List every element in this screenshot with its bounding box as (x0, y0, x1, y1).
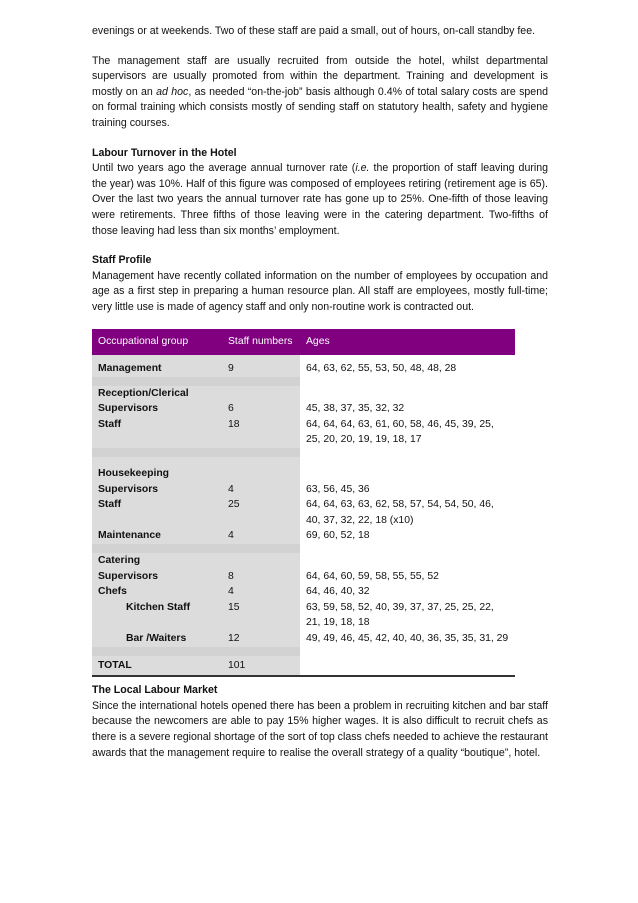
row-label: Management (92, 355, 222, 377)
row-label: Chefs (92, 584, 222, 600)
table-row (92, 401, 515, 417)
table-row (92, 497, 515, 528)
row-ages: 69, 60, 52, 18 (300, 528, 515, 544)
row-count: 9 (222, 355, 300, 377)
row-label: Supervisors (92, 482, 222, 498)
group-label: Housekeeping (92, 466, 222, 482)
table-row (92, 584, 515, 600)
profile-heading: Staff Profile (92, 254, 152, 267)
row-label: Kitchen Staff (92, 600, 222, 631)
row-count: 15 (222, 600, 300, 631)
turnover-italic: i.e. (355, 162, 370, 175)
turnover-text-a: Until two years ago the average annual turnover rate ( (92, 162, 356, 175)
row-ages: 45, 38, 37, 35, 32, 32 (300, 401, 515, 417)
market-heading: The Local Labour Market (92, 684, 218, 697)
header-staff-numbers: Staff numbers (222, 329, 300, 356)
header-ages: Ages (300, 329, 515, 356)
row-count: 4 (222, 584, 300, 600)
table-row (92, 466, 515, 482)
group-label: Reception/Clerical (92, 386, 222, 402)
table-row (92, 631, 515, 647)
document-page (92, 24, 548, 775)
table-row (92, 528, 515, 544)
row-count: 8 (222, 569, 300, 585)
row-ages: 64, 64, 60, 59, 58, 55, 55, 52 (300, 569, 515, 585)
total-count: 101 (222, 656, 300, 677)
table-row (92, 553, 515, 569)
row-label: Bar /Waiters (92, 631, 222, 647)
table-total-row (92, 656, 515, 677)
row-count: 25 (222, 497, 300, 528)
intro-paragraph-2 (92, 54, 548, 132)
row-count: 12 (222, 631, 300, 647)
row-count: 4 (222, 482, 300, 498)
intro-p2-text: The management staff are usually recruited from outside the hotel, whilst departmental supervisors are usually promoted from within the department. Training and development is mostly on an (92, 54, 548, 98)
turnover-heading: Labour Turnover in the Hotel (92, 146, 237, 159)
row-ages: 64, 46, 40, 32 (300, 584, 515, 600)
group-label: Catering (92, 553, 222, 569)
turnover-text-b: the proportion of staff leaving during the year) was 10%. Half of this figure was composed of employees retiring (retirement age is 65). Over the last two years the annual turnover rate has gone up to 25%. One-fifth of those leaving were retirements. Three fifths of those leaving were in the catering department. Two-fifths of those leaving had less than six months’ employment. (92, 162, 548, 237)
profile-paragraph: Management have recently collated information on the number of employees by occupation and age as a first step in preparing a human resource plan. All staff are employees, mostly full-time; very little use is made of agency staff and only non-routine work is contracted out. (92, 269, 548, 313)
row-label: Staff (92, 417, 222, 448)
table-row (92, 569, 515, 585)
row-ages: 63, 56, 45, 36 (300, 482, 515, 498)
intro-p2-rest: , as needed “on-the-job” basis although 0.4% of total salary costs are spend on formal training which consists mostly of sending staff on statutory health, safety and hygiene training courses. (92, 85, 548, 129)
staff-profile-table (92, 329, 515, 678)
row-count: 6 (222, 401, 300, 417)
row-ages: 64, 64, 63, 63, 62, 58, 57, 54, 54, 50, 46, 40, 37, 32, 22, 18 (x10) (300, 497, 515, 528)
row-ages: 64, 63, 62, 55, 53, 50, 48, 48, 28 (300, 355, 515, 377)
row-count: 18 (222, 417, 300, 448)
table-row (92, 386, 515, 402)
table-header-row (92, 329, 515, 356)
table-row (92, 482, 515, 498)
row-label: Supervisors (92, 401, 222, 417)
row-count: 4 (222, 528, 300, 544)
intro-paragraph-1: evenings or at weekends. Two of these staff are paid a small, out of hours, on-call standby fee. (92, 25, 536, 37)
table-row (92, 417, 515, 448)
row-ages: 64, 64, 64, 63, 61, 60, 58, 46, 45, 39, 25, 25, 20, 20, 19, 19, 18, 17 (300, 417, 515, 448)
turnover-paragraph (92, 161, 548, 239)
row-label: Maintenance (92, 528, 222, 544)
row-ages: 63, 59, 58, 52, 40, 39, 37, 37, 25, 25, 22, 21, 19, 18, 18 (300, 600, 515, 631)
total-label: TOTAL (92, 656, 222, 677)
table-row (92, 600, 515, 631)
table-row (92, 355, 515, 377)
header-occupational-group: Occupational group (92, 329, 222, 356)
intro-p2-italic: ad hoc (156, 85, 189, 98)
market-paragraph: Since the international hotels opened there has been a problem in recruiting kitchen and bar staff because the newcomers are able to pay 15% higher wages. It is also difficult to recruit chefs as there is a severe regional shortage of the sort of top class chefs needed to achieve the restaurant awards that the management require to realise the overall strategy of a quality “boutique”, hotel. (92, 699, 548, 759)
row-label: Supervisors (92, 569, 222, 585)
row-label: Staff (92, 497, 222, 528)
row-ages: 49, 49, 46, 45, 42, 40, 40, 36, 35, 35, 31, 29 (300, 631, 515, 647)
